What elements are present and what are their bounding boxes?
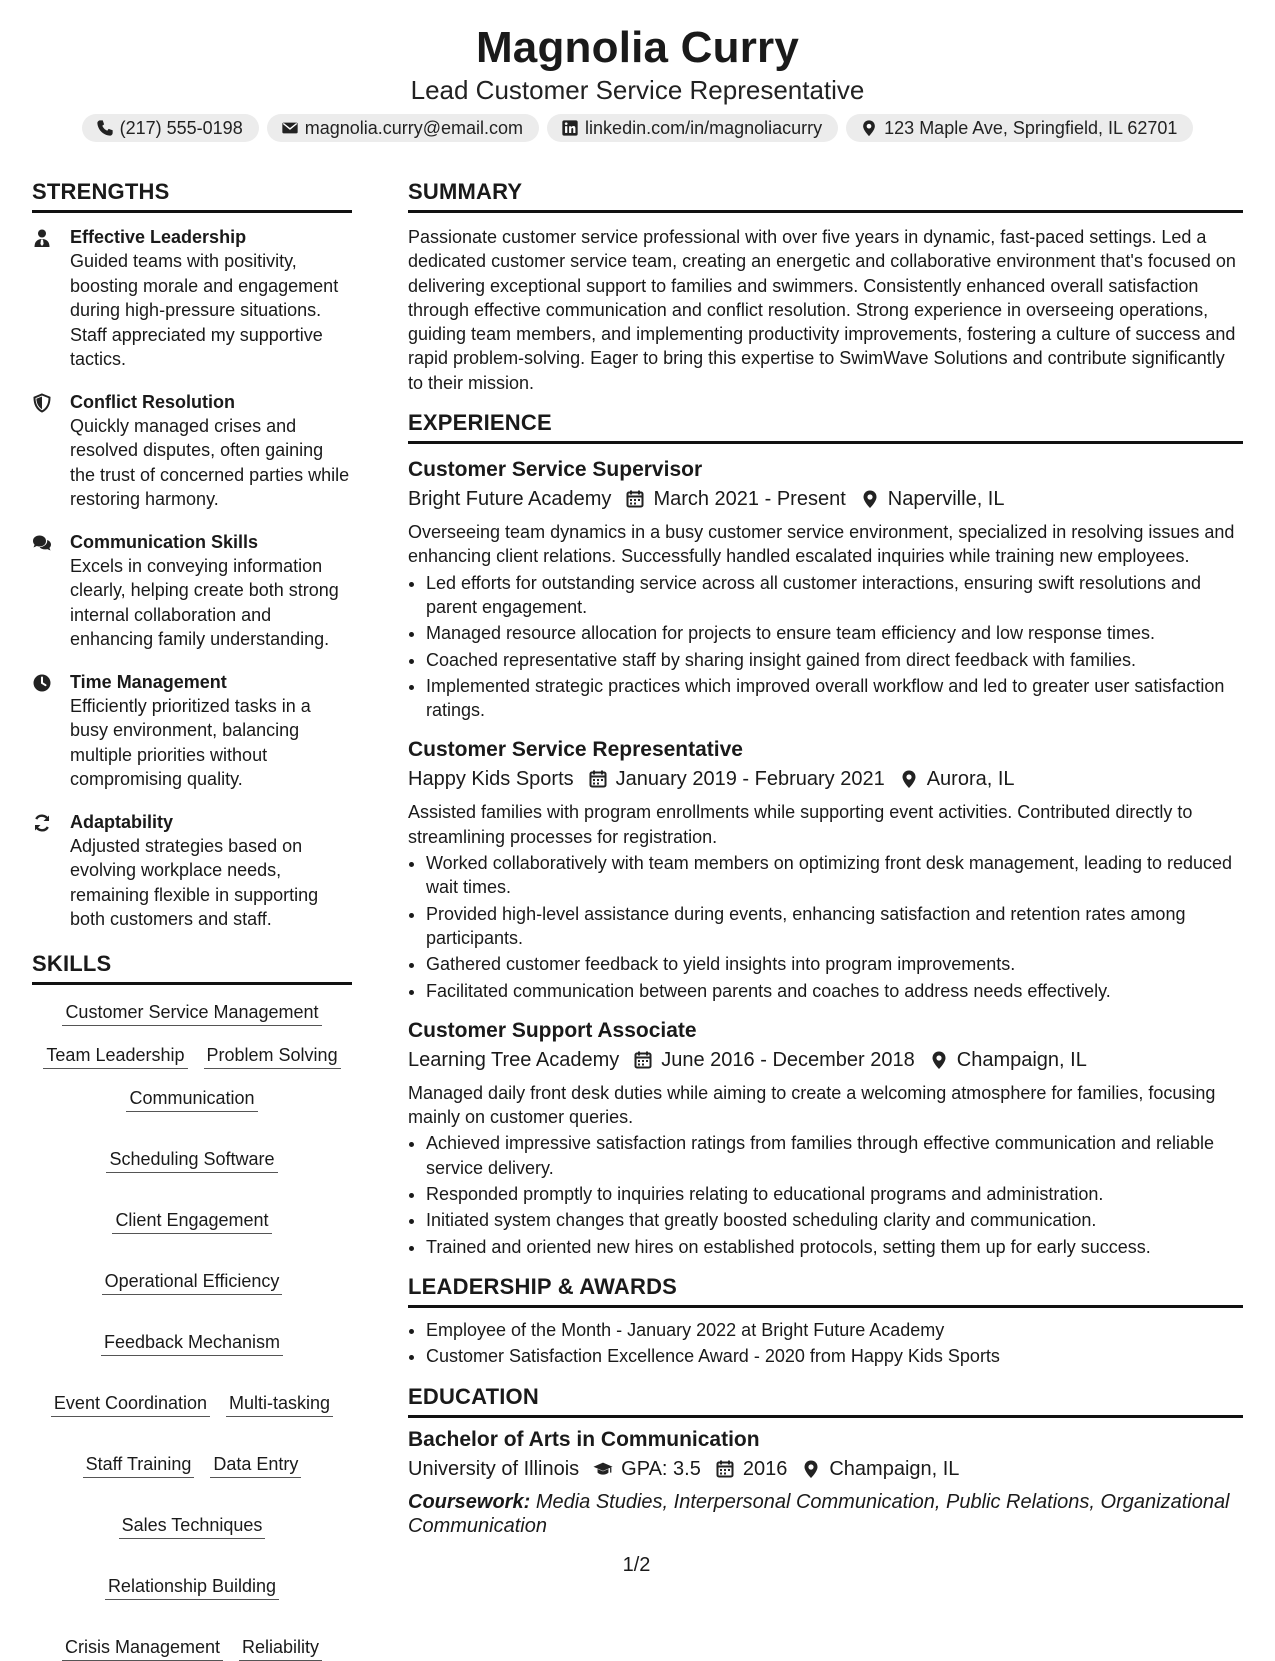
- job-dates: March 2021 - Present: [653, 488, 846, 511]
- coursework: [408, 1490, 1243, 1539]
- job-meta: [408, 484, 1243, 514]
- list-item: • Facilitated communication between parents and coaches to address needs effectively.: [426, 979, 1243, 1003]
- strength-name: Communication Skills: [70, 531, 259, 552]
- strength-item: [32, 530, 352, 652]
- contact-linkedin: [547, 114, 838, 142]
- list-item: • Managed resource allocation for projects to ensure team efficiency and low response times.: [426, 621, 1243, 645]
- shield-icon: [32, 393, 52, 413]
- school-name: University of Illinois: [408, 1457, 580, 1480]
- experience-heading: EXPERIENCE: [408, 409, 1243, 444]
- contact-bar: [0, 114, 1275, 142]
- location-icon: [860, 119, 878, 137]
- list-item: • Led efforts for outstanding service across all customer interactions, ensuring swift resolutions and parent engagement.: [426, 571, 1243, 620]
- list-item: • Achieved impressive satisfaction ratings from families through effective communication and reliable service delivery.: [426, 1131, 1243, 1180]
- education-heading: EDUCATION: [408, 1383, 1243, 1418]
- skill-tag: Problem Solving: [204, 1044, 341, 1069]
- job-description: Overseeing team dynamics in a busy customer service environment, specialized in resolving issues and enhancing client relations. Successfully handled escalated inquiries while training new employees.: [408, 522, 1235, 567]
- company-name: Learning Tree Academy: [408, 1048, 620, 1071]
- right-column: [408, 178, 1243, 1539]
- skill-tag: Crisis Management: [62, 1636, 223, 1661]
- list-item: • Trained and oriented new hires on established protocols, setting them up for early success.: [426, 1235, 1243, 1259]
- job-bullets: [408, 1131, 1243, 1258]
- list-item: • Employee of the Month - January 2022 at Bright Future Academy: [426, 1318, 1243, 1342]
- job-meta: [408, 764, 1243, 794]
- job-bullets: [408, 851, 1243, 1003]
- strength-description: Adjusted strategies based on evolving workplace needs, remaining flexible in supporting both customers and staff.: [70, 835, 319, 929]
- address-text: 123 Maple Ave, Springfield, IL 62701: [884, 118, 1178, 138]
- skill-tag: Multi-tasking: [226, 1392, 333, 1417]
- linkedin-text: linkedin.com/in/magnoliacurry: [585, 118, 823, 138]
- job-title: Customer Support Associate: [408, 1018, 697, 1042]
- list-item: • Gathered customer feedback to yield insights into program improvements.: [426, 952, 1243, 976]
- job-bullets: [408, 571, 1243, 723]
- job-title: Customer Service Representative: [408, 738, 743, 762]
- summary-text: Passionate customer service professional with over five years in dynamic, fast-paced settings. Led a dedicated customer service team, creating an energetic and collaborative environment that's focused on delivering exceptional support to families and swimmers. Consistently enhanced overall satisfaction through effective communication and conflict resolution. Strong experience in overseeing operations, guiding team members, and implementing productivity improvements, fostering a culture of success and rapid problem-solving. Eager to bring this expertise to SwimWave Solutions and contribute significantly to their mission.: [408, 227, 1236, 393]
- skill-tag: Staff Training: [83, 1453, 195, 1478]
- location-icon: [929, 1050, 949, 1070]
- job-location: Aurora, IL: [926, 768, 1015, 791]
- skill-tag: Reliability: [239, 1636, 322, 1661]
- strength-description: Quickly managed crises and resolved disputes, often gaining the trust of concerned parties while restoring harmony.: [70, 415, 350, 509]
- email-text: magnolia.curry@email.com: [304, 118, 524, 138]
- strength-item: [32, 810, 352, 932]
- location-icon: [801, 1459, 821, 1479]
- summary-heading: SUMMARY: [408, 178, 1243, 213]
- list-item: • Customer Satisfaction Excellence Award - 2020 from Happy Kids Sports: [426, 1344, 1243, 1368]
- list-item: • Implemented strategic practices which improved overall workflow and led to greater user satisfaction ratings.: [426, 674, 1243, 723]
- strength-item: [32, 225, 352, 372]
- strength-item: [32, 390, 352, 512]
- education-meta: [408, 1454, 1243, 1484]
- skill-tag: Event Coordination: [51, 1392, 210, 1417]
- job-entry: [408, 736, 1243, 1002]
- list-item: • Initiated system changes that greatly boosted scheduling clarity and communication.: [426, 1208, 1243, 1232]
- job-dates: January 2019 - February 2021: [615, 768, 885, 791]
- skill-tag: Data Entry: [210, 1453, 301, 1478]
- email-icon: [281, 119, 299, 137]
- company-name: Bright Future Academy: [408, 488, 612, 511]
- page-number: [0, 1554, 1275, 1577]
- strength-item: [32, 670, 352, 792]
- candidate-title: Lead Customer Service Representative: [410, 75, 865, 105]
- chat-bubbles-icon: [32, 533, 52, 553]
- graduation-cap-icon: [593, 1459, 613, 1479]
- job-description: Assisted families with program enrollments while supporting event activities. Contributed directly to streamlining processes for registration.: [408, 802, 1193, 847]
- skills-heading: SKILLS: [32, 950, 352, 985]
- job-description: Managed daily front desk duties while aiming to create a welcoming atmosphere for families, focusing mainly on customer queries.: [408, 1082, 1216, 1128]
- list-item: • Worked collaboratively with team members on optimizing front desk management, leading to reduced wait times.: [426, 851, 1243, 900]
- calendar-icon: [588, 769, 608, 789]
- job-dates: June 2016 - December 2018: [661, 1048, 915, 1071]
- strength-name: Adaptability: [70, 811, 174, 832]
- strength-description: Guided teams with positivity, boosting morale and engagement during high-pressure situations. Staff appreciated my supportive tactics.: [70, 251, 339, 369]
- contact-email: [267, 114, 539, 142]
- strength-name: Conflict Resolution: [70, 391, 235, 412]
- education-location: Champaign, IL: [829, 1457, 960, 1480]
- job-location: Naperville, IL: [887, 488, 1005, 511]
- left-column: [32, 178, 352, 1661]
- skill-tag: Operational Efficiency: [102, 1270, 283, 1295]
- degree-title: Bachelor of Arts in Communication: [408, 1427, 760, 1451]
- skill-tag: Communication: [126, 1087, 257, 1112]
- strength-description: Excels in conveying information clearly, helping create both strong internal collaboration and enhancing family understanding.: [70, 555, 339, 649]
- job-location: Champaign, IL: [956, 1048, 1087, 1071]
- list-item: • Coached representative staff by sharing insight gained from direct feedback with families.: [426, 648, 1243, 672]
- phone-icon: [96, 119, 114, 137]
- job-entry: [408, 1017, 1243, 1259]
- strength-description: Efficiently prioritized tasks in a busy environment, balancing multiple priorities without compromising quality.: [70, 695, 311, 789]
- linkedin-icon: [561, 119, 579, 137]
- company-name: Happy Kids Sports: [408, 768, 574, 791]
- job-title: Customer Service Supervisor: [408, 458, 703, 482]
- strength-name: Time Management: [70, 671, 227, 692]
- graduation-year: 2016: [742, 1457, 788, 1480]
- location-icon: [860, 489, 880, 509]
- strengths-heading: STRENGTHS: [32, 178, 352, 213]
- contact-phone: [82, 114, 259, 142]
- skill-tag: Relationship Building: [105, 1575, 279, 1600]
- skill-tag: Feedback Mechanism: [101, 1331, 283, 1356]
- strength-name: Effective Leadership: [70, 227, 247, 247]
- calendar-icon: [625, 489, 645, 509]
- skill-tag: Customer Service Management: [62, 1001, 321, 1026]
- coursework-label: Coursework:: [408, 1490, 531, 1513]
- skill-tag: Team Leadership: [43, 1044, 187, 1069]
- gpa: GPA: 3.5: [621, 1457, 701, 1480]
- list-item: • Responded promptly to inquiries relating to educational programs and administration.: [426, 1182, 1243, 1206]
- refresh-icon: [32, 813, 52, 833]
- clock-icon: [32, 673, 52, 693]
- job-entry: [408, 456, 1243, 722]
- skill-tag: Scheduling Software: [106, 1148, 277, 1173]
- awards-list: [408, 1318, 1243, 1369]
- skill-tag: Sales Techniques: [119, 1514, 266, 1539]
- location-icon: [899, 769, 919, 789]
- calendar-icon: [715, 1459, 735, 1479]
- coursework-text: Media Studies, Interpersonal Communication, Public Relations, Organizational Communication: [408, 1490, 1230, 1537]
- resume-header: [0, 0, 1275, 142]
- job-meta: [408, 1045, 1243, 1075]
- awards-heading: LEADERSHIP & AWARDS: [408, 1273, 1243, 1308]
- phone-text: (217) 555-0198: [119, 118, 243, 138]
- calendar-icon: [633, 1050, 653, 1070]
- list-item: • Provided high-level assistance during events, enhancing satisfaction and retention rates among participants.: [426, 902, 1243, 951]
- candidate-name: Magnolia Curry: [475, 23, 800, 72]
- page-number-text: 1/2: [622, 1554, 651, 1576]
- user-tie-icon: [32, 228, 52, 248]
- contact-address: [846, 114, 1193, 142]
- skill-tag: Client Engagement: [112, 1209, 271, 1234]
